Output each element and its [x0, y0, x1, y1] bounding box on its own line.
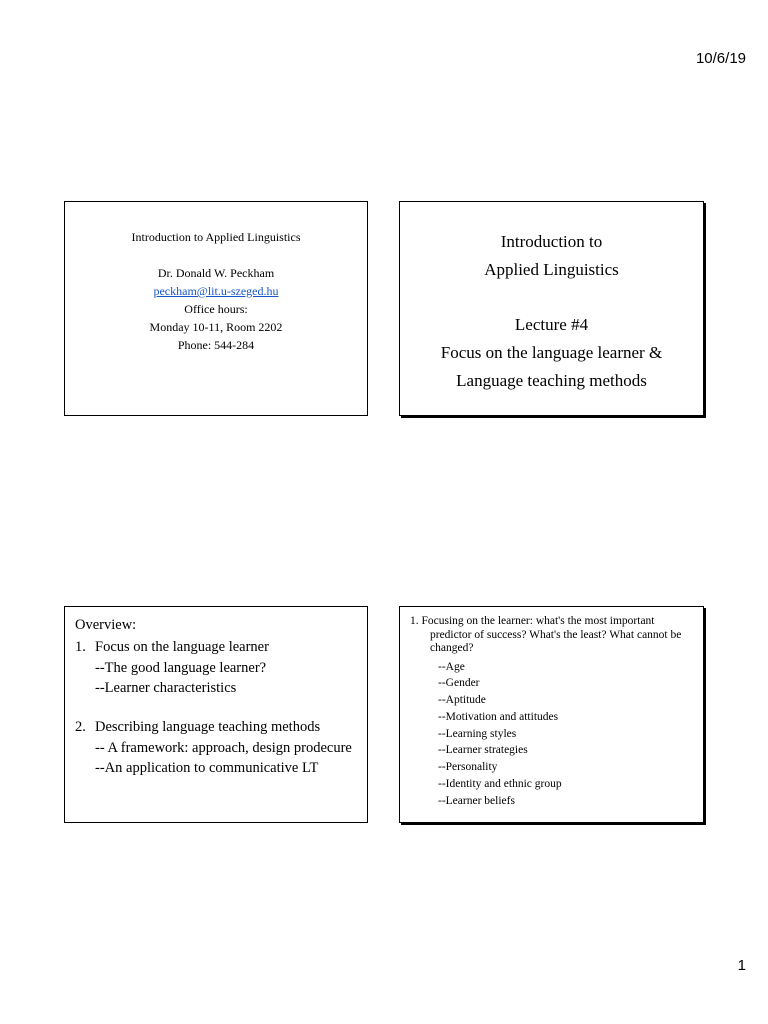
lecture-number: Lecture #4: [514, 315, 589, 334]
overview-subitem: --The good language learner?: [95, 660, 267, 676]
overview-subitem: -- A framework: approach, design prodecure: [95, 740, 352, 756]
factor-item: --Learner beliefs: [438, 794, 515, 807]
title-line-1: Introduction to: [500, 232, 603, 251]
overview-item: [75, 717, 367, 737]
item-text: Describing language teaching methods: [95, 719, 321, 735]
factor-item: --Gender: [438, 677, 480, 690]
slide-learner-factors: [399, 606, 704, 823]
item-number: 2.: [75, 719, 86, 735]
topic-line-2: Language teaching methods: [456, 371, 647, 390]
office-hours: Monday 10-11, Room 2202: [149, 320, 283, 334]
factor-item: --Learner strategies: [438, 744, 528, 757]
topic-line-1: Focus on the language learner &: [440, 343, 663, 362]
course-title: Introduction to Applied Linguistics: [131, 230, 301, 244]
factor-item: --Personality: [438, 761, 498, 774]
factor-item: --Learning styles: [438, 727, 517, 740]
learner-question: 1. Focusing on the learner: what's the most important predictor of success? What's the least? What cannot be changed?: [410, 615, 682, 654]
overview-subitem: --An application to communicative LT: [95, 760, 319, 776]
email-link[interactable]: peckham@lit.u-szeged.hu: [153, 284, 279, 298]
overview-item: [75, 637, 367, 657]
factor-list: [410, 659, 695, 810]
page-number: 1: [737, 957, 746, 974]
slide-title: [399, 201, 704, 416]
factor-item: --Aptitude: [438, 694, 486, 707]
title-line-2: Applied Linguistics: [484, 260, 619, 279]
factor-item: --Age: [438, 660, 465, 673]
instructor-name: Dr. Donald W. Peckham: [157, 266, 275, 280]
print-date: 10/6/19: [695, 50, 746, 67]
phone: Phone: 544-284: [177, 338, 255, 352]
factor-item: --Motivation and attitudes: [438, 710, 559, 723]
slide-overview: [64, 606, 368, 823]
factor-item: --Identity and ethnic group: [438, 778, 562, 791]
overview-subitem: --Learner characteristics: [95, 680, 237, 696]
office-hours-label: Office hours:: [184, 302, 248, 316]
overview-heading: Overview:: [75, 617, 137, 633]
item-number: 1.: [75, 639, 86, 655]
item-text: Focus on the language learner: [95, 639, 269, 655]
slide-course-info: [64, 201, 368, 416]
